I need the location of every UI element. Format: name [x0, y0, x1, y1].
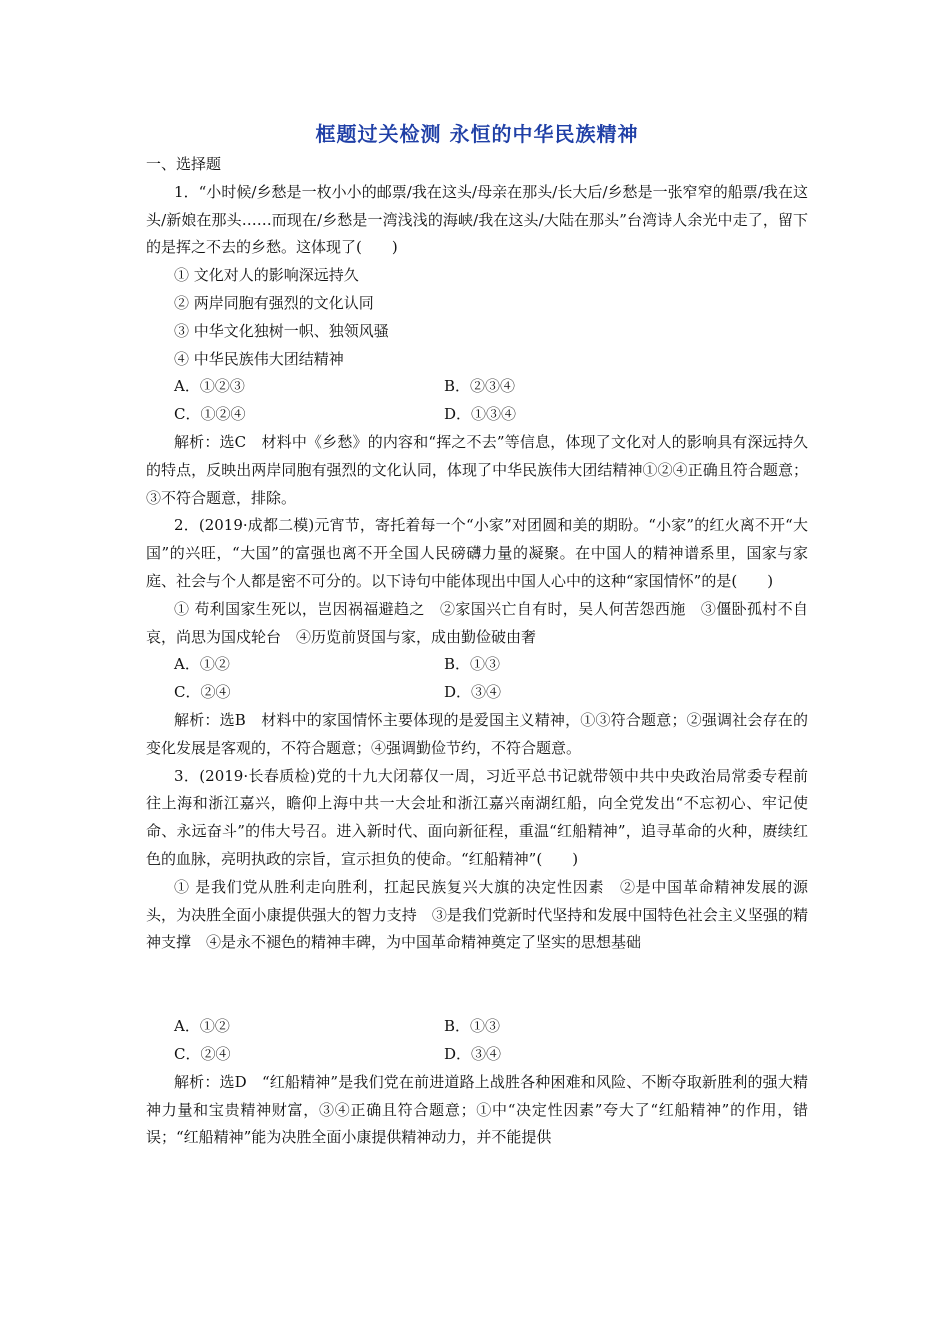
- question-1-item-4: ④ 中华民族伟大团结精神: [174, 349, 344, 368]
- choice-a: A．①②③: [174, 377, 245, 396]
- question-3-choices-ab: [146, 1013, 808, 1041]
- question-1-item-3: ③ 中华文化独树一帜、独领风骚: [174, 321, 389, 340]
- question-3-stem: 3．(2019·长春质检)党的十九大闭幕仅一周，习近平总书记就带领中共中央政治局常委专程前往上海和浙江嘉兴，瞻仰上海中共一大会址和浙江嘉兴南湖红船，向全党发出“不忘初心、牢记使命、永远奋斗”的伟大号召。进入新时代、面向新征程，重温“红船精神”，追寻革命的火种，赓续红色的血脉，亮明执政的宗旨，宣示担负的使命。“红船精神”( ): [146, 766, 808, 868]
- document-page: [146, 118, 808, 1152]
- choice-d: D．①③④: [444, 405, 517, 424]
- choice-d: D．③④: [444, 683, 502, 702]
- question-3-choices-cd: [146, 1041, 808, 1069]
- choice-d: D．③④: [444, 1044, 502, 1063]
- question-2-stem: 2．(2019·成都二模)元宵节，寄托着每一个“小家”对团圆和美的期盼。“小家”的红火离不开“大国”的兴旺，“大国”的富强也离不开全国人民磅礴力量的凝聚。在中国人的精神谱系里，国家与家庭、社会与个人都是密不可分的。以下诗句中能体现出中国人心中的这种“家国情怀”的是( ): [146, 516, 808, 590]
- choice-a: A．①②: [174, 1017, 230, 1036]
- page-title: 框题过关检测 永恒的中华民族精神: [315, 122, 639, 146]
- question-2-analysis: 解析：选B 材料中的家国情怀主要体现的是爱国主义精神，①③符合题意；②强调社会存在的变化发展是客观的，不符合题意；④强调勤俭节约，不符合题意。: [146, 710, 808, 757]
- choice-c: C．②④: [174, 1044, 231, 1063]
- question-3-items: ① 是我们党从胜利走向胜利，扛起民族复兴大旗的决定性因素 ②是中国革命精神发展的源头，为决胜全面小康提供强大的智力支持 ③是我们党新时代坚持和发展中国特色社会主义坚强的精神支撑 ④是永不褪色的精神丰碑，为中国革命精神奠定了坚实的思想基础: [146, 877, 808, 952]
- choice-a: A．①②: [174, 655, 230, 674]
- question-1-item-2: ② 两岸同胞有强烈的文化认同: [174, 293, 374, 312]
- choice-b: B．①③: [444, 655, 501, 674]
- choice-b: B．①③: [444, 1017, 501, 1036]
- choice-b: B．②③④: [444, 377, 516, 396]
- choice-c: C．②④: [174, 683, 231, 702]
- question-3-analysis: 解析：选D “红船精神”是我们党在前进道路上战胜各种困难和风险、不断夺取新胜利的强大精神力量和宝贵精神财富，③④正确且符合题意；①中“决定性因素”夸大了“红船精神”的作用，错误；“红船精神”能为决胜全面小康提供精神动力，并不能提供: [146, 1072, 808, 1147]
- question-1-analysis: 解析：选C 材料中《乡愁》的内容和“挥之不去”等信息，体现了文化对人的影响具有深远持久的特点，反映出两岸同胞有强烈的文化认同，体现了中华民族伟大团结精神①②④正确且符合题意；③不符合题意，排除。: [146, 432, 808, 507]
- question-2-choices-ab: [146, 651, 808, 679]
- question-1-choices-cd: [146, 401, 808, 429]
- question-2-choices-cd: [146, 679, 808, 707]
- question-2-items: ① 苟利国家生死以，岂因祸福避趋之 ②家国兴亡自有时，吴人何苦怨西施 ③僵卧孤村不自哀，尚思为国戍轮台 ④历览前贤国与家，成由勤俭破由奢: [146, 599, 808, 646]
- question-1-choices-ab: [146, 373, 808, 401]
- choice-c: C．①②④: [174, 405, 246, 424]
- blank-gap: [146, 957, 808, 1013]
- question-1-item-1: ① 文化对人的影响深远持久: [174, 266, 359, 285]
- question-1-stem: 1．“小时候/乡愁是一枚小小的邮票/我在这头/母亲在那头/长大后/乡愁是一张窄窄的船票/我在这头/新娘在那头……而现在/乡愁是一湾浅浅的海峡/我在这头/大陆在那头”台湾诗人余光中走了，留下的是挥之不去的乡愁。这体现了( ): [146, 182, 808, 257]
- section-heading: 一、选择题: [146, 155, 222, 173]
